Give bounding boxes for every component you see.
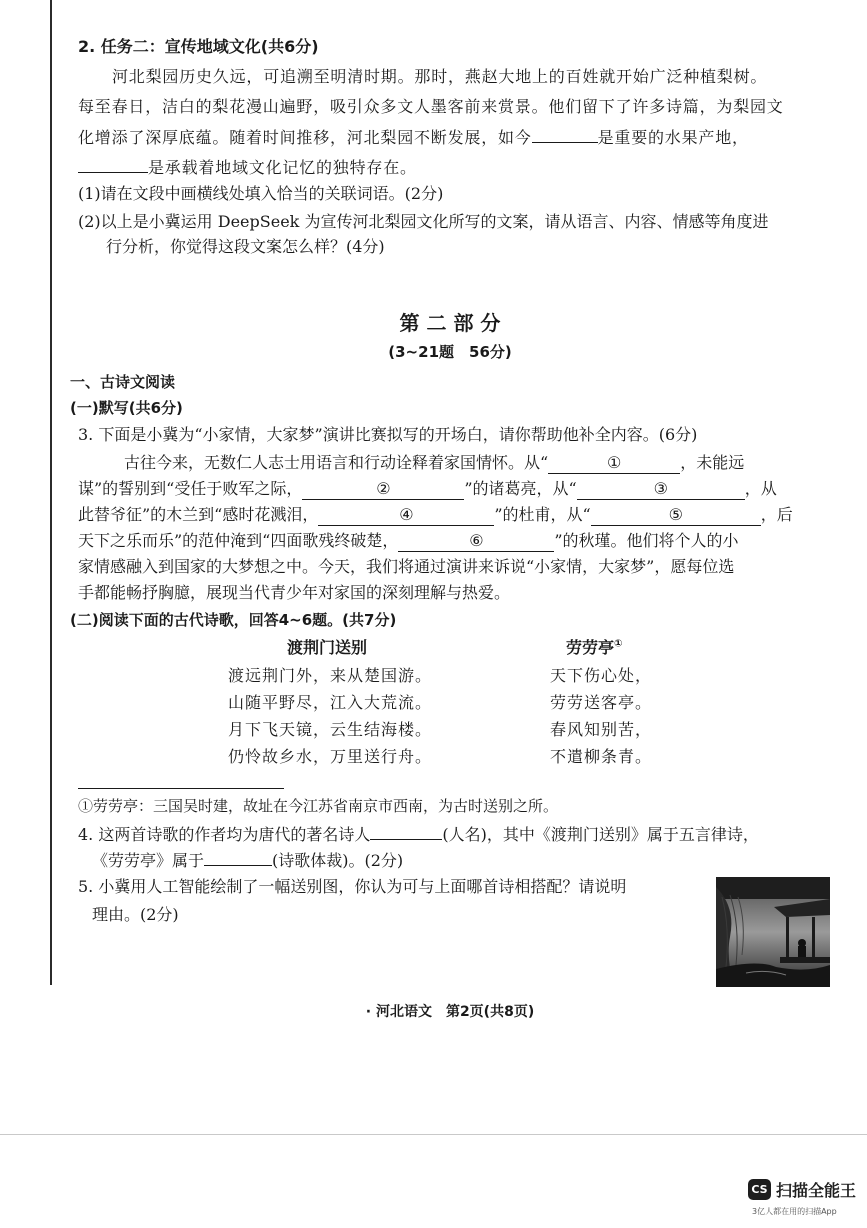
task2-para-line-4-text: 是承载着地域文化记忆的独特存在。 bbox=[148, 158, 417, 177]
q3-line-2c: ，从 bbox=[744, 479, 777, 498]
page-footer: · 河北语文 第2页(共8页) bbox=[365, 1004, 535, 1020]
task2-question-2-line-1: (2)以上是小冀运用 DeepSeek 为宣传河北梨园文化所写的文案，请从语言、内容、情感等角度进 bbox=[78, 212, 769, 231]
q4-line-1a: 4. 这两首诗歌的作者均为唐代的著名诗人 bbox=[78, 825, 371, 844]
section1-subheading-1: (一)默写(共6分) bbox=[70, 399, 183, 417]
margin-line bbox=[50, 0, 52, 985]
q3-line-3a: 此替爷征”的木兰到“感时花溅泪， bbox=[78, 505, 319, 524]
scan-bottom-divider bbox=[0, 1134, 867, 1135]
poem2-line-2: 劳劳送客亭。 bbox=[550, 693, 653, 712]
exam-page bbox=[64, 0, 836, 1228]
poem2-line-3: 春风知别苦， bbox=[550, 720, 653, 739]
q3-line-1a: 古往今来，无数仁人志士用语言和行动诠释着家国情怀。从“ bbox=[124, 453, 549, 472]
q3-line-2 bbox=[78, 478, 836, 500]
q3-line-3 bbox=[78, 504, 836, 526]
task2-para-line-2: 每至春日，洁白的梨花漫山遍野，吸引众多文人墨客前来赏景。他们留下了许多诗篇，为梨园文 bbox=[78, 97, 784, 116]
farewell-painting-image bbox=[716, 877, 830, 987]
q5-line-2: 理由。(2分) bbox=[92, 905, 179, 924]
poem2-title-text: 劳劳亭 bbox=[566, 638, 615, 657]
q4-line-2 bbox=[78, 849, 836, 872]
q4-line-2b: (诗歌体裁)。(2分) bbox=[272, 851, 404, 870]
poem1-line-1: 渡远荆门外，来从楚国游。 bbox=[228, 666, 433, 685]
section1-heading: 一、古诗文阅读 bbox=[70, 373, 176, 391]
q3-line-6: 手都能畅抒胸臆，展现当代青少年对家国的深刻理解与热爱。 bbox=[78, 583, 511, 602]
camscanner-logo-icon: CS bbox=[748, 1179, 771, 1200]
dictation-blank-6[interactable]: ⑥ bbox=[398, 531, 554, 552]
task2-question-2-line-2: 行分析，你觉得这段文案怎么样？(4分) bbox=[106, 237, 385, 256]
poem2-line-4: 不遣柳条青。 bbox=[550, 747, 653, 766]
q3-line-3b: ”的杜甫，从“ bbox=[494, 505, 591, 524]
q3-line-1b: ，未能远 bbox=[680, 453, 745, 472]
dictation-blank-1[interactable]: ① bbox=[548, 453, 680, 474]
poem1-title: 渡荆门送别 bbox=[287, 638, 368, 657]
footnote: ①劳劳亭：三国吴时建，故址在今江苏省南京市西南，为古时送别之所。 bbox=[78, 797, 559, 815]
poem2-footnote-mark: ① bbox=[614, 638, 623, 650]
poet-name-blank[interactable] bbox=[370, 823, 442, 840]
q3-line-4 bbox=[78, 530, 836, 552]
dictation-blank-3[interactable]: ③ bbox=[577, 479, 745, 500]
q4-line-2a: 《劳劳亭》属于 bbox=[92, 851, 205, 870]
q3-heading: 3. 下面是小冀为“小家情，大家梦”演讲比赛拟写的开场白，请你帮助他补全内容。(6分) bbox=[78, 425, 698, 444]
part2-title: 第 二 部 分 bbox=[399, 311, 501, 335]
connective-blank-1[interactable] bbox=[532, 126, 598, 143]
q5-line-1: 5. 小冀用人工智能绘制了一幅送别图，你认为可与上面哪首诗相搭配？请说明 bbox=[78, 877, 627, 896]
q3-line-2b: ”的诸葛亮，从“ bbox=[464, 479, 577, 498]
task2-para-line-3a: 化增添了深厚底蕴。随着时间推移，河北梨园不断发展，如今 bbox=[78, 128, 532, 147]
q4-line-1 bbox=[78, 823, 836, 846]
footnote-divider bbox=[78, 788, 284, 789]
part2-subtitle: (3~21题 56分) bbox=[388, 343, 512, 361]
task2-heading: 2. 任务二：宣传地域文化(共6分) bbox=[78, 37, 319, 56]
task2-para-line-4 bbox=[78, 156, 836, 179]
poem1-line-3: 月下飞天镜，云生结海楼。 bbox=[228, 720, 433, 739]
q3-line-3c: ，后 bbox=[760, 505, 793, 524]
dictation-blank-2[interactable]: ② bbox=[302, 479, 464, 500]
task2-para-line-3b: 是重要的水果产地， bbox=[597, 128, 749, 147]
section1-subheading-2: (二)阅读下面的古代诗歌，回答4~6题。(共7分) bbox=[70, 611, 397, 629]
poem1-line-4: 仍怜故乡水，万里送行舟。 bbox=[228, 747, 433, 766]
q3-line-2a: 谋”的誓别到“受任于败军之际， bbox=[78, 479, 303, 498]
task2-para-line-1: 河北梨园历史久远，可追溯至明清时期。那时，燕赵大地上的百姓就开始广泛种植梨树。 bbox=[112, 67, 768, 86]
q3-line-5: 家情感融入到国家的大梦想之中。今天，我们将通过演讲来诉说“小家情，大家梦”，愿每位选 bbox=[78, 557, 735, 576]
task2-para-line-3 bbox=[78, 126, 836, 149]
q3-line-1 bbox=[78, 452, 836, 474]
dictation-blank-5[interactable]: ⑤ bbox=[591, 505, 761, 526]
task2-question-1: (1)请在文段中画横线处填入恰当的关联词语。(2分) bbox=[78, 184, 444, 203]
poem-genre-blank[interactable] bbox=[204, 849, 272, 866]
poem1-line-2: 山随平野尽，江入大荒流。 bbox=[228, 693, 433, 712]
q3-line-4b: ”的秋瑾。他们将个人的小 bbox=[554, 531, 739, 550]
poem2-title bbox=[566, 635, 622, 658]
connective-blank-2[interactable] bbox=[78, 156, 148, 173]
q4-line-1b: (人名)，其中《渡荆门送别》属于五言律诗， bbox=[442, 825, 759, 844]
dictation-blank-4[interactable]: ④ bbox=[318, 505, 494, 526]
poem2-line-1: 天下伤心处， bbox=[550, 666, 653, 685]
scanner-app-name: 扫描全能王 bbox=[776, 1181, 857, 1200]
scanner-tagline: 3亿人都在用的扫描App bbox=[752, 1207, 837, 1216]
q3-line-4a: 天下之乐而乐”的范仲淹到“四面歌残终破楚， bbox=[78, 531, 399, 550]
